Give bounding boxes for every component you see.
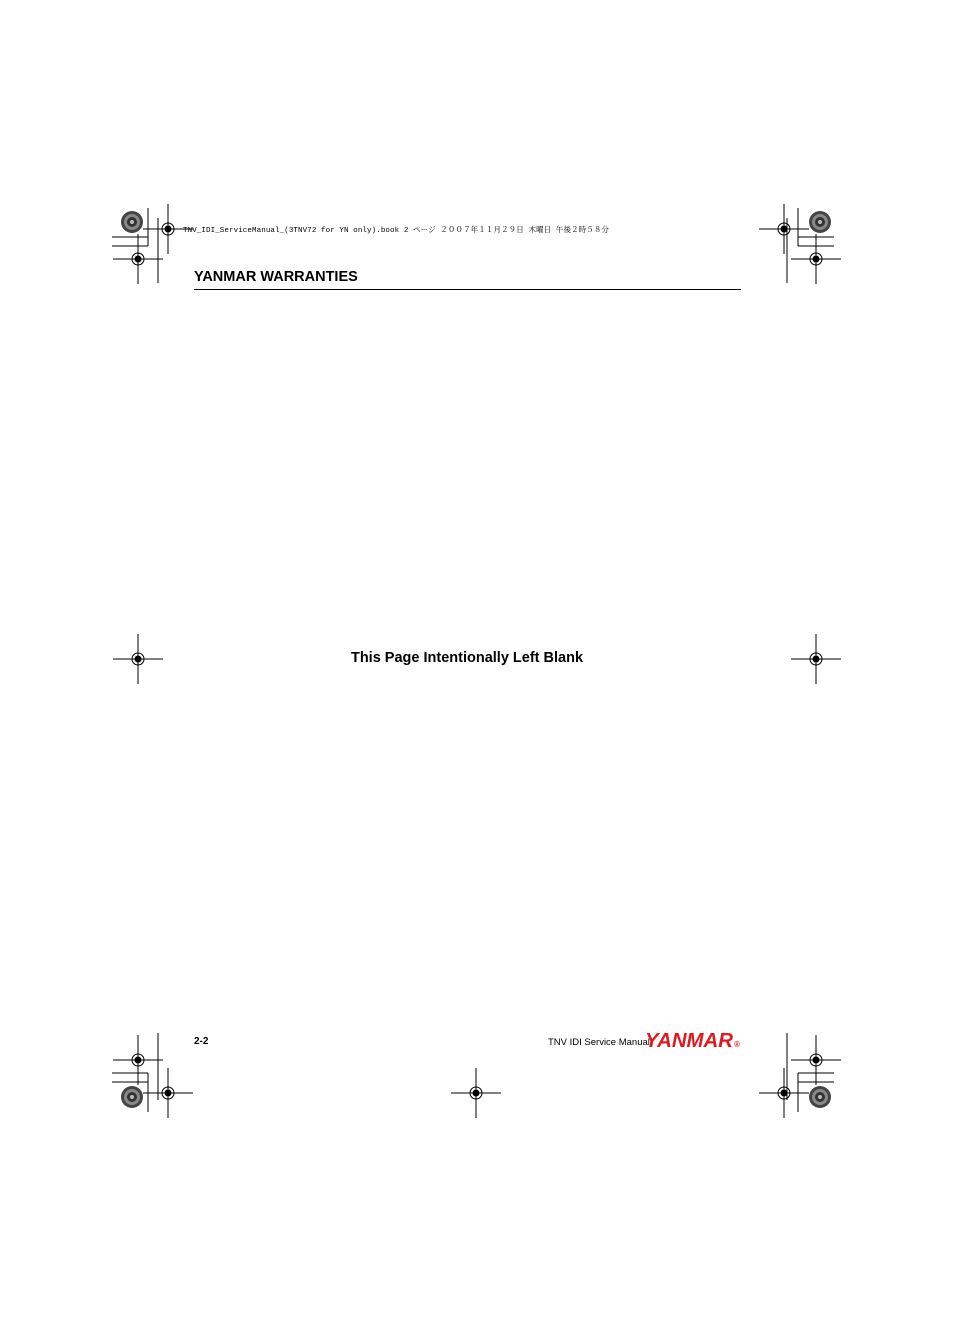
registration-target-icon [809,1086,831,1108]
registration-mark-icon [143,1068,193,1118]
registration-mark-icon [113,234,163,284]
title-rule [194,289,741,290]
registration-target-icon [121,211,143,233]
section-title: YANMAR WARRANTIES [194,269,358,285]
yanmar-logo [644,1028,744,1052]
blank-page-notice: This Page Intentionally Left Blank [350,650,584,666]
registration-target-icon [809,211,831,233]
page-number: 2-2 [194,1036,209,1047]
registered-mark-icon: ® [734,1040,740,1049]
logo-wordmark: YANMAR [645,1030,734,1052]
registration-target-icon [121,1086,143,1108]
registration-mark-icon [113,1035,163,1085]
manual-name: TNV IDI Service Manual [548,1037,650,1048]
registration-mark-icon [759,1068,809,1118]
print-info-line: TNV_IDI_ServiceManual_(3TNV72 for YN only).book 2 ページ ２００７年１１月２９日 木曜日 午後２時５８分 [183,227,610,235]
registration-mark-icon [451,1068,501,1118]
